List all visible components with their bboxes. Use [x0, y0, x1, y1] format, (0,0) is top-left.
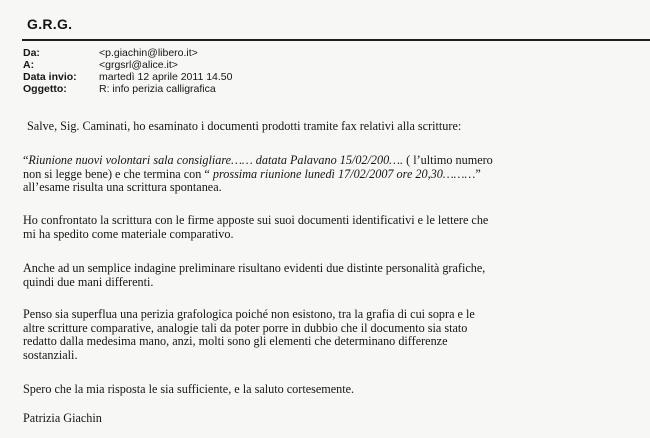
conclusion-line-2: altre scritture comparative, analogie tali da poter porre in dubbio che il documento sia stato [23, 320, 468, 335]
quote-paragraph [23, 154, 493, 195]
comparison-line-2: mi ha spedito come materiale comparativo. [23, 226, 234, 241]
conclusion-line-1: Penso sia superflua una perizia grafologica poiché non esistono, tra la grafia di cui sopra e le [23, 307, 475, 321]
quote-close-mark: ” [475, 166, 481, 181]
comparison-line-1: Ho confrontato la scrittura con le firme apposte sui suoi documenti identificativi e le lettere che [23, 213, 489, 227]
conclusion-line-3: redatto dalla medesima mano, anzi, molti sono gli elementi che determinano differenze [23, 334, 448, 349]
quote-line-1 [23, 154, 493, 168]
quote-line-2 [23, 168, 493, 182]
from-row [23, 47, 232, 59]
greeting-text: Salve, Sig. Caminati, ho esaminato i documenti prodotti tramite fax relativi alla scritture: [27, 119, 462, 133]
quote-line-3: all’esame risulta una scrittura spontanea. [23, 180, 222, 195]
analysis-line-2: quindi due mani differenti. [23, 274, 154, 289]
closing-paragraph [23, 383, 354, 397]
sent-value: martedì 12 aprile 2011 14.50 [99, 71, 233, 83]
quote-italic-2: prossima riunione lunedì 17/02/2007 ore 20,30……… [212, 166, 476, 181]
to-value: <grgsrl@alice.it> [99, 59, 178, 71]
email-header [23, 47, 232, 95]
from-value: <p.giachin@libero.it> [99, 47, 198, 59]
subject-label: Oggetto: [23, 83, 67, 95]
closing-text: Spero che la mia risposta le sia sufficiente, e la saluto cortesemente. [23, 382, 355, 396]
subject-row [23, 83, 232, 95]
analysis-paragraph [23, 262, 485, 289]
company-brand: G.R.G. [27, 16, 73, 32]
header-divider [22, 39, 650, 41]
quote-italic-1: Riunione nuovi volontari sala consigliare…… datata Palavano 15/02/200…. [28, 153, 404, 167]
signature-name: Patrizia Giachin [23, 411, 102, 425]
greeting-paragraph [27, 120, 461, 134]
conclusion-line-4: sostanziali. [23, 347, 78, 362]
quote-open-mark: “ [23, 153, 29, 167]
analysis-line-1: Anche ad un semplice indagine preliminare risultano evidenti due distinte personalità grafiche, [23, 261, 486, 275]
sent-row [23, 71, 232, 83]
comparison-paragraph [23, 214, 488, 241]
from-label: Da: [23, 47, 40, 59]
sent-label: Data invio: [23, 71, 77, 83]
quote-text-2: non si legge bene) e che termina con “ [23, 166, 213, 181]
quote-tail-1: ( l’ultimo numero [403, 153, 493, 167]
to-row [23, 59, 232, 71]
to-label: A: [23, 59, 35, 71]
conclusion-paragraph [23, 308, 475, 362]
signature [23, 412, 102, 426]
subject-value: R: info perizia calligrafica [99, 83, 216, 95]
